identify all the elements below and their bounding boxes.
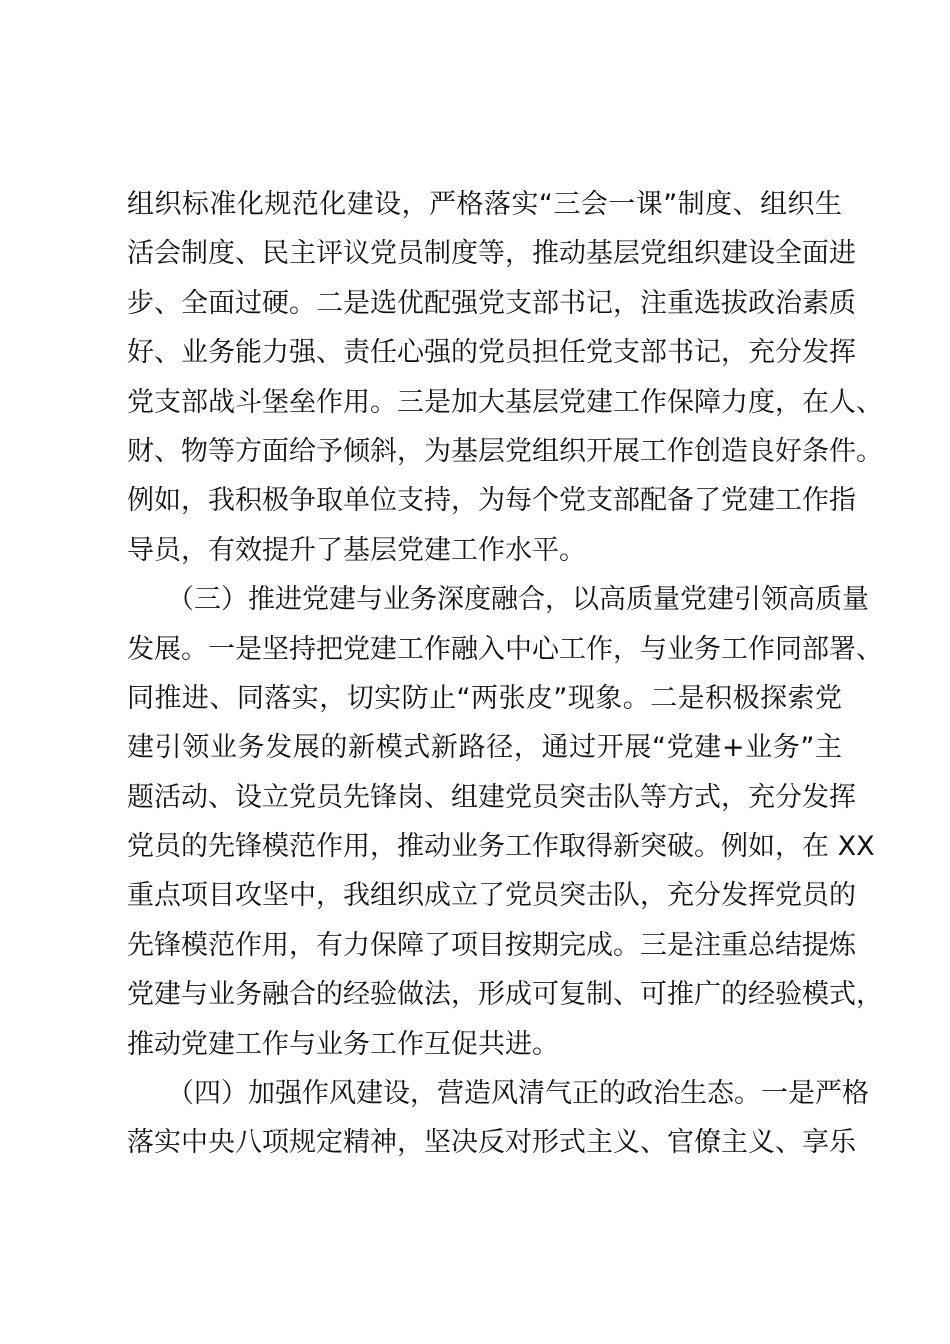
text-line: 组织标准化规范化建设，严格落实“三会一课”制度、组织生 — [127, 189, 842, 220]
text-line: 好、业务能力强、责任心强的党员担任党支部书记，充分发挥 — [127, 337, 856, 369]
text-line: 先锋模范作用，有力保障了项目按期完成。三是注重总结提炼 — [127, 929, 856, 961]
document-body — [127, 180, 883, 1168]
text-line: 导员，有效提升了基层党建工作水平。 — [127, 534, 586, 566]
text-line: 题活动、设立党员先锋岗、组建党员突击队等方式，充分发挥 — [127, 781, 856, 813]
text-line: 党建与业务融合的经验做法，形成可复制、可推广的经验模式， — [127, 979, 883, 1011]
text-line: 推动党建工作与业务工作互促共进。 — [127, 1028, 559, 1060]
text-line: 党支部战斗堡垒作用。三是加大基层党建工作保障力度，在人、 — [127, 386, 883, 418]
text-line: 落实中央八项规定精神，坚决反对形式主义、官僚主义、享乐 — [127, 1127, 856, 1159]
text-line: 建引领业务发展的新模式新路径，通过开展“党建+业务”主 — [127, 732, 842, 764]
text-line: 财、物等方面给予倾斜，为基层党组织开展工作创造良好条件。 — [127, 435, 883, 467]
text-line: 活会制度、民主评议党员制度等，推动基层党组织建设全面进 — [127, 238, 856, 270]
section-heading-line: （三）推进党建与业务深度融合，以高质量党建引领高质量 — [167, 584, 869, 616]
text-line: 例如，我积极争取单位支持，为每个党支部配备了党建工作指 — [127, 485, 856, 517]
text-line: 重点项目攻坚中，我组织成立了党员突击队，充分发挥党员的 — [127, 880, 856, 912]
text-line: 同推进、同落实，切实防止“两张皮”现象。二是积极探索党 — [127, 682, 842, 714]
text-line: 步、全面过硬。二是选优配强党支部书记，注重选拔政治素质 — [127, 287, 856, 319]
text-line: 发展。一是坚持把党建工作融入中心工作，与业务工作同部署、 — [127, 633, 883, 665]
text-line: 党员的先锋模范作用，推动业务工作取得新突破。例如，在 XX — [127, 831, 875, 863]
section-heading-line: （四）加强作风建设，营造风清气正的政治生态。一是严格 — [167, 1078, 869, 1110]
